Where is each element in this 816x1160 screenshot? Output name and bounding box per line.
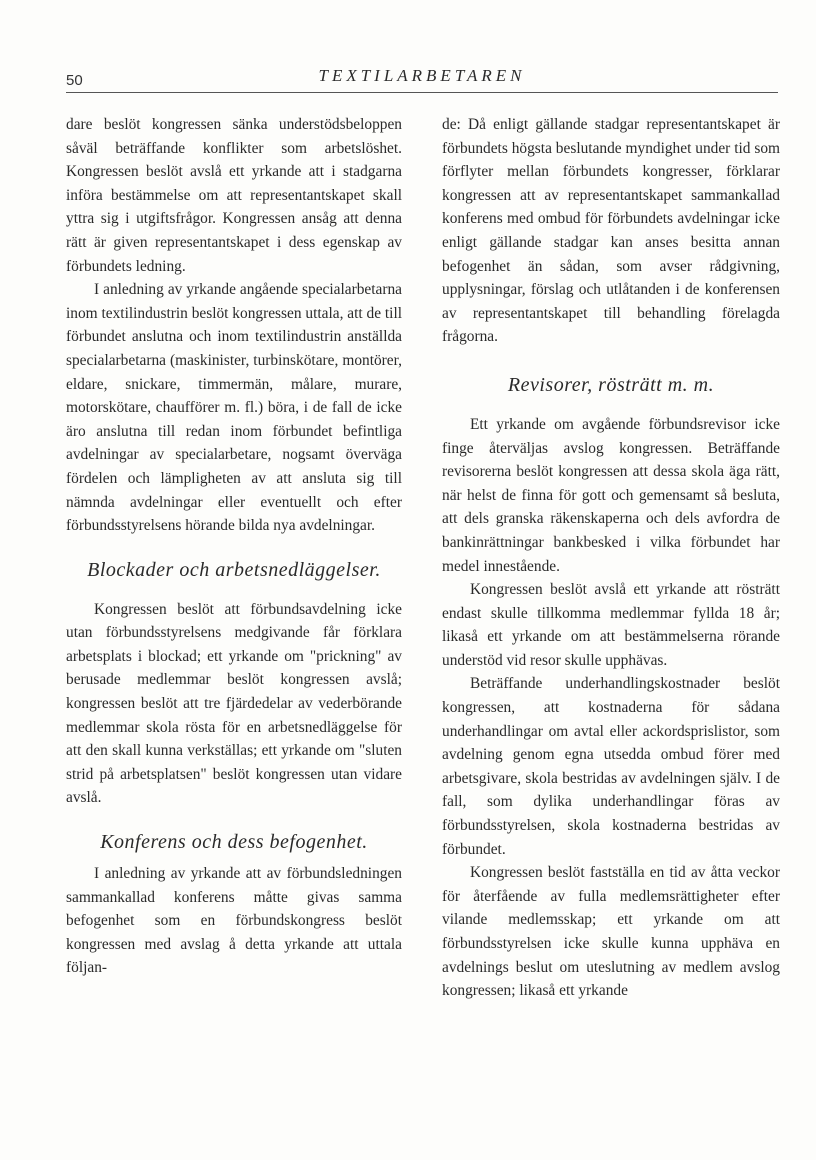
paragraph: Ett yrkande om avgående förbundsrevisor icke finge återväljas avslog kongressen. Beträffande revisorerna beslöt kongressen att dessa skola äga rätt, när helst de finna för gott och gemensamt så besluta, att dels granska räkenskaperna och dels avfordra de bankinrättningar bankbesked i vilka förbundet har medel innestående. [442,415,780,575]
journal-title: TEXTILARBETAREN [318,66,526,85]
section-heading-blockader: Blockader och arbetsnedläggelser. [87,558,381,581]
paragraph: I anledning av yrkande angående specialarbetarna inom textilindustrin beslöt kongressen uttala, att de till förbundet anslutna och inom textilindustrin anställda specialarbetarna (maskinister, turbinskötare, montörer, eldare, snickare, timmermän, målare, murare, motorskötare, chaufförer m. fl.) böra, i de fall de icke äro anslutna till redan inom förbundet befintliga avdelningar av specialarbetare, nogsamt överväga fördelen och lämpligheten av att ansluta sig till nämnda avdelningar eller eventuellt och efter förbundsstyrelsens hörande bilda nya avdelningar. [66,281,402,535]
section-heading-konferens: Konferens och dess befogenhet. [100,831,368,854]
page-header [66,66,778,96]
paragraph: dare beslöt kongressen sänka understödsbeloppen såväl beträffande konflikter som arbetslöshet. Kongressen beslöt avslå ett yrkande att i stadgarna införa bestämmelse om att representantskapet skall yttra sig i utgiftsfrågor. Kongressen ansåg att denna rätt är given representantskapet i dess egenskap av förbundets ledning. [66,116,402,275]
paragraph: de: Då enligt gällande stadgar representantskapet är förbundets högsta beslutande myndighet under tid som förflyter mellan förbundets kongresser, förklarar kongressen att av representantskapet sammankallad konferens med ombud för förbundets avdelningar icke enligt gällande stadgar kan anses besitta annan befogenhet än sådan, som avser rådgivning, upplysningar, förslag och utlåtanden i de konferensen av representantskapet till behandling förelagda frågorna. [442,116,780,346]
paragraph: Beträffande underhandlingskostnader beslöt kongressen, att kostnaderna för sådana underhandlingar om avtal eller ackordsprislistor, som avdelning genom egna utsedda ombud förer med arbetsgivare, skola bestridas av avdelningen själv. I de fall, som dylika underhandlingar föras av förbundsstyrelsen, skola kostnaderna bestridas av förbundet. [442,675,780,858]
right-column [442,113,780,1003]
left-column [66,113,402,980]
paragraph: I anledning av yrkande att av förbundsledningen sammankallad konferens måtte givas samma befogenhet som en förbundskongress beslöt kongressen med avslag å detta yrkande att uttala följan- [66,865,402,977]
header-rule [66,92,778,93]
paragraph: Kongressen beslöt avslå ett yrkande att rösträtt endast skulle tillkomma medlemmar fyllda 18 år; likaså ett yrkande om att bestämmelserna rörande understöd vid resor skulle upphävas. [442,581,780,669]
paragraph: Kongressen beslöt fastställa en tid av åtta veckor för återfående av fulla medlemsrättigheter efter vilande medlemsskap; ett yrkande om att förbundsstyrelsen icke skulle kunna upphäva en avdelnings beslut om uteslutning av medlem avslog kongressen; likaså ett yrkande [442,864,780,1000]
section-heading-revisorer: Revisorer, rösträtt m. m. [507,373,715,396]
paragraph: Kongressen beslöt att förbundsavdelning icke utan förbundsstyrelsens medgivande får förklara arbetsplats i blockad; ett yrkande om "prickning" av berusade medlemmar beslöt kongressen avslå; kongressen beslöt att tre fjärdedelar av vederbörande medlemmar skola rösta för en arbetsnedläggelse för att den skall kunna verkställas; ett yrkande om "sluten strid på arbetsplatsen" beslöt kongressen utan vidare avslå. [66,600,402,807]
page-number: 50 [66,72,83,89]
